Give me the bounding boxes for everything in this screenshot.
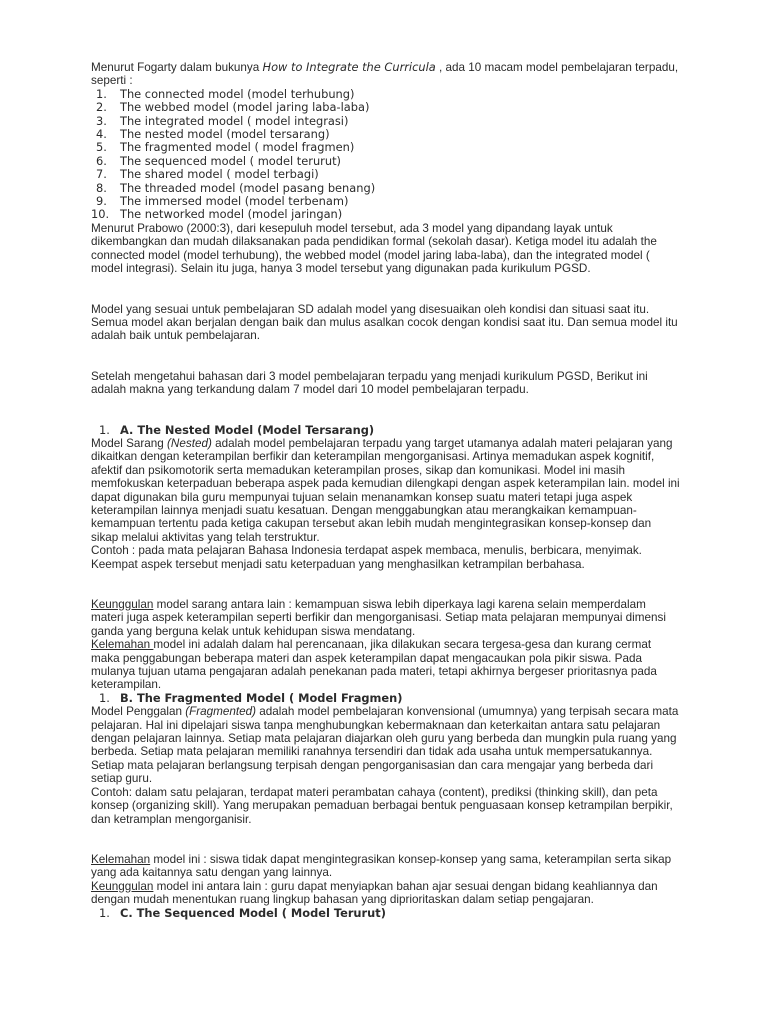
list-text: The sequenced model ( model terurut) (120, 153, 341, 168)
document-page (91, 61, 681, 920)
nested-description: Model Sarang (Nested) adalah model pembelajaran terpadu yang target utamanya adalah materi pelajaran yang dikaitkan dengan keterampilan berfikir dan keterampilan mengorganisasi. Artinya memadukan aspek kognitif, afektif dan psikomotorik serta memadukan keterampilan proses, sikap dan komunikasi. Model ini masih memfokuskan keterpaduan beberapa aspek pada kemudian dilengkapi dengan aspek keterampilan lain. model ini dapat digunakan bila guru mempunyai tujuan selain menanamkan konsep suatu materi tetapi juga aspek keterampilan lainnya menjadi suatu kesatuan. Dengan menggabungkan atau merangkaikan kemampuan-kemampuan tertentu pada ketiga cakupan tersebut akan lebih mudah mengintegrasikan konsep-konsep dan sikap melalui aktivitas yang telah terstruktur. (91, 436, 680, 544)
section-heading-sequenced (91, 907, 681, 920)
list-text: The fragmented model ( model fragmen) (120, 140, 355, 155)
heading-text: A. The Nested Model (Model Tersarang) (120, 422, 375, 437)
advantage-label: Keunggulan (91, 879, 154, 893)
list-text: The nested model (model tersarang) (120, 127, 330, 142)
list-item (91, 101, 681, 114)
intro-paragraph (91, 61, 681, 88)
model-list (91, 88, 681, 222)
prabowo-paragraph: Menurut Prabowo (2000:3), dari kesepuluh model tersebut, ada 3 model yang dipandang layak untuk dikembangkan dan mudah dilaksanakan pada pendidikan formal (sekolah dasar). Ketiga model itu adalah the connected model (model terhubung), the webbed model (model jaring laba-laba), dan the integrated model ( model integrasi). Selain itu juga, hanya 3 model tersebut yang digunakan pada kurikulum PGSD. (91, 221, 657, 276)
list-text: The integrated model ( model integrasi) (120, 113, 349, 128)
section-heading-fragmented (91, 692, 681, 705)
fragmented-description: Model Penggalan (Fragmented) adalah model pembelajaran konvensional (umumnya) yang terpisah secara mata pelajaran. Hal ini dipelajari siswa tanpa menghubungkan kebermaknaan dan keterkaitan antara satu pelajaran dengan pelajaran lainnya. Setiap mata pelajaran diajarkan oleh guru yang berbeda dan mungkin pula ruang yang berbeda. Setiap mata pelajaran memiliki ranahnya tersendiri dan tidak ada usaha untuk mempersatukannya. Setiap mata pelajaran berlangsung terpisah dengan pengorganisasian dan cara mengajar yang berbeda dari setiap guru. (91, 705, 679, 786)
list-number: 9. (96, 194, 107, 209)
list-text: The networked model (model jaringan) (120, 207, 343, 222)
list-number: 5. (96, 140, 107, 155)
section-heading-nested (91, 424, 681, 437)
fragmented-disadvantages: Kelemahan model ini : siswa tidak dapat mengintegrasikan konsep-konsep yang sama, keterampilan serta sikap yang ada kaitannya satu dengan yang lainnya. (91, 852, 672, 880)
list-number: 7. (96, 167, 107, 182)
disadvantage-label: Kelemahan (91, 852, 151, 866)
heading-number: 1. (99, 422, 110, 437)
list-text: The webbed model (model jaring laba-laba) (120, 100, 370, 115)
list-item (91, 141, 681, 154)
list-text: The immersed model (model terbenam) (120, 194, 349, 209)
heading-number: 1. (99, 690, 110, 705)
list-item (91, 182, 681, 195)
nested-term: (Nested) (167, 436, 212, 450)
intro-pre: Menurut Fogarty dalam bukunya (91, 61, 263, 74)
list-item (91, 115, 681, 128)
nested-advantages: Keunggulan model sarang antara lain : kemampuan siswa lebih diperkaya lagi karena selain memperdalam materi juga aspek keterampilan seperti berfikir dan mengorganisasi. Setiap mata pelajaran mempunyai dimensi ganda yang berguna kelak untuk kehidupan siswa mendatang. (91, 598, 666, 638)
heading-text: C. The Sequenced Model ( Model Terurut) (120, 905, 386, 920)
fragmented-example: Contoh: dalam satu pelajaran, terdapat materi perambatan cahaya (content), prediksi (thinking skill), dan peta konsep (organizing skill). Yang merupakan pemaduan berbagai bentuk penguasaan konsep ketrampilan berpikir, dan ketramplan mengorganisir. (91, 785, 673, 826)
list-number: 8. (96, 180, 107, 195)
fragmented-advantages: Keunggulan model ini antara lain : guru dapat menyiapkan bahan ajar sesuai dengan bidang keahliannya dan dengan mudah menentukan ruang lingkup bahasan yang diprioritaskan dalam setiap pengajaran. (91, 879, 658, 907)
intro-post: , ada 10 macam model pembelajaran terpadu, seperti : (91, 61, 679, 88)
heading-number: 1. (99, 905, 110, 920)
list-item (91, 208, 681, 221)
list-number: 1. (96, 86, 107, 101)
list-number: 6. (96, 153, 107, 168)
heading-text: B. The Fragmented Model ( Model Fragmen) (120, 690, 403, 705)
list-item (91, 128, 681, 141)
list-item (91, 168, 681, 181)
advantage-label: Keunggulan (91, 598, 154, 611)
nested-disadvantages: Kelemahan model ini adalah dalam hal perencanaan, jika dilakukan secara tergesa-gesa dan kurang cermat maka penggabungan beberapa materi dan aspek keterampilan dapat mengacaukan pola pikir siswa. Pada mulanya tujuan utama pengajaran adalah penekanan pada materi, tetapi akhirnya bergeser prioritasnya pada keterampilan. (91, 638, 657, 692)
list-text: The threaded model (model pasang benang) (120, 180, 376, 195)
list-item (91, 155, 681, 168)
list-text: The shared model ( model terbagi) (120, 167, 319, 182)
list-text: The connected model (model terhubung) (120, 86, 355, 101)
fragmented-term: (Fragmented) (185, 705, 257, 719)
list-number: 2. (96, 100, 107, 115)
model-sesuai-paragraph: Model yang sesuai untuk pembelajaran SD adalah model yang disesuaikan oleh kondisi dan situasi saat itu. Semua model akan berjalan dengan baik dan mulus asalkan cocok dengan kondisi saat itu. Dan semua model itu adalah baik untuk pembelajaran. (91, 302, 678, 343)
nested-example: Contoh : pada mata pelajaran Bahasa Indonesia terdapat aspek membaca, menulis, berbicara, menyimak. Keempat aspek tersebut menjadi satu keterpaduan yang menghasilkan ketrampilan berbahasa. (91, 544, 642, 571)
list-number: 3. (96, 113, 107, 128)
setelah-paragraph: Setelah mengetahui bahasan dari 3 model pembelajaran terpadu yang menjadi kurikulum PGSD, Berikut ini adalah makna yang terkandung dalam 7 model dari 10 model pembelajaran terpadu. (91, 369, 648, 397)
disadvantage-label: Kelemahan (91, 638, 154, 652)
list-item (91, 88, 681, 101)
book-title: How to Integrate the Curricula (262, 60, 436, 74)
list-number: 4. (96, 127, 107, 142)
list-number: 10. (91, 207, 110, 222)
list-item (91, 195, 681, 208)
